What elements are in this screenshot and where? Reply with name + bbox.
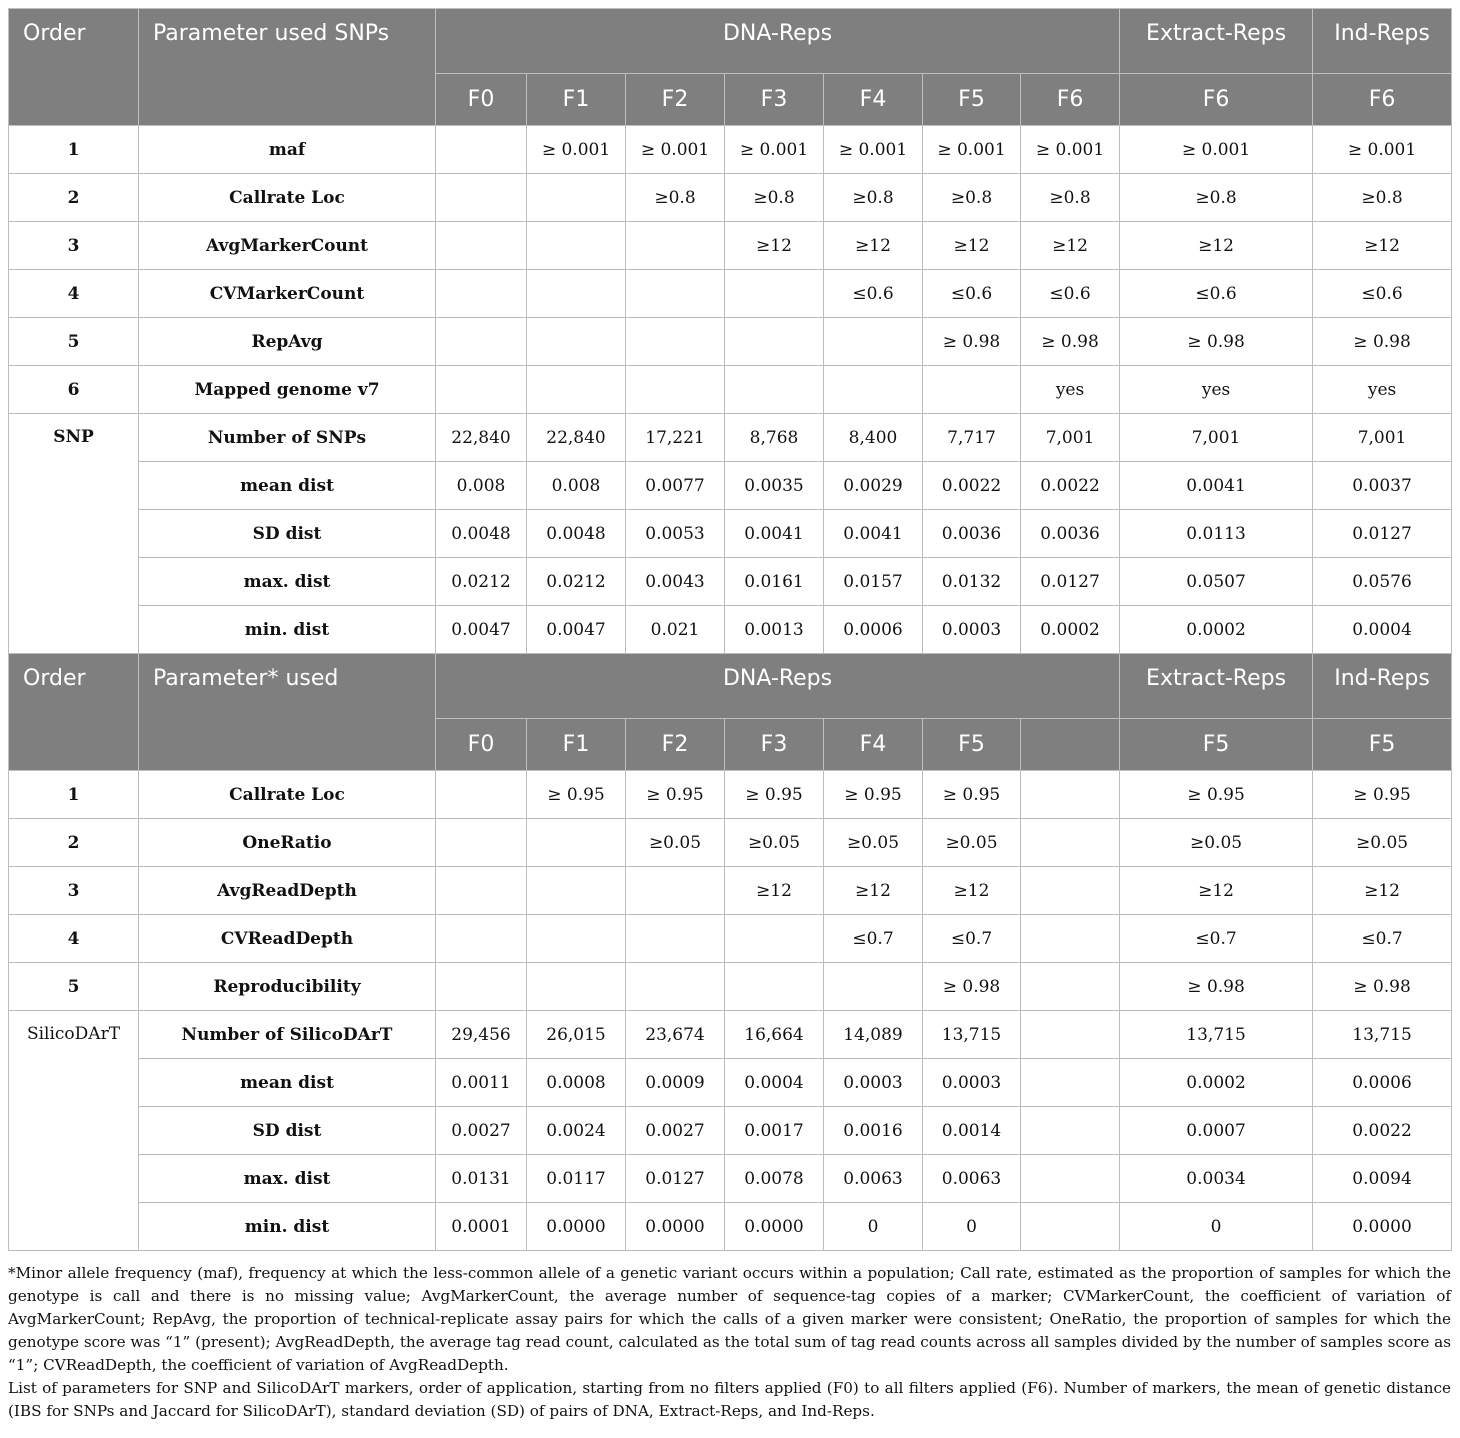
value-cell: ≥ 0.95 [1313,771,1452,819]
value-cell [824,366,923,414]
value-cell [725,963,824,1011]
value-cell: ≤0.6 [1021,270,1120,318]
filter-header: F6 [1120,74,1313,126]
value-cell: 0.021 [626,606,725,654]
parameter-cell: Reproducibility [139,963,436,1011]
value-cell: ≥ 0.98 [1120,318,1313,366]
value-cell: ≥ 0.98 [923,963,1021,1011]
value-cell: ≥ 0.95 [1120,771,1313,819]
value-cell: ≤0.6 [824,270,923,318]
value-cell: ≥0.05 [1120,819,1313,867]
parameter-cell: min. dist [139,1203,436,1251]
value-cell: ≥0.8 [725,174,824,222]
order-cell: 1 [9,126,139,174]
value-cell [527,366,626,414]
value-cell: 0.0041 [824,510,923,558]
value-cell: ≥0.05 [626,819,725,867]
parameter-cell: CVMarkerCount [139,270,436,318]
parameter-cell: SD dist [139,1107,436,1155]
table-row [9,819,1452,867]
order-cell: 5 [9,318,139,366]
value-cell: 0.0507 [1120,558,1313,606]
value-cell: ≥0.8 [824,174,923,222]
ind-reps-header: Ind-Reps [1313,654,1452,719]
value-cell: yes [1021,366,1120,414]
value-cell: ≥ 0.001 [527,126,626,174]
value-cell: 0.0212 [436,558,527,606]
value-cell: 0.0041 [1120,462,1313,510]
value-cell: 0.0157 [824,558,923,606]
value-cell: 22,840 [527,414,626,462]
filter-header: F2 [626,719,725,771]
value-cell: 0.0029 [824,462,923,510]
value-cell: ≥12 [1313,867,1452,915]
filter-header [1021,719,1120,771]
table-row [9,1107,1452,1155]
value-cell [626,963,725,1011]
value-cell: 0 [923,1203,1021,1251]
value-cell [1021,1011,1120,1059]
value-cell [436,915,527,963]
order-cell: 4 [9,915,139,963]
value-cell: ≥ 0.001 [923,126,1021,174]
value-cell: ≤0.6 [1313,270,1452,318]
value-cell: 0 [824,1203,923,1251]
value-cell: ≥12 [923,867,1021,915]
value-cell [527,318,626,366]
value-cell: ≥ 0.98 [1313,318,1452,366]
value-cell: ≥0.8 [923,174,1021,222]
value-cell [436,366,527,414]
value-cell: 0.0027 [436,1107,527,1155]
value-cell: 0.0048 [527,510,626,558]
value-cell: 0.0161 [725,558,824,606]
value-cell: 0.0016 [824,1107,923,1155]
value-cell: 0.0008 [527,1059,626,1107]
value-cell: ≤0.7 [1313,915,1452,963]
parameter-cell: maf [139,126,436,174]
parameter-cell: Callrate Loc [139,174,436,222]
value-cell [527,174,626,222]
extract-reps-header: Extract-Reps [1120,654,1313,719]
value-cell: ≥12 [725,867,824,915]
value-cell: 0.0007 [1120,1107,1313,1155]
value-cell: 7,001 [1021,414,1120,462]
value-cell: 0.008 [527,462,626,510]
filter-header: F5 [1313,719,1452,771]
value-cell: 0.0017 [725,1107,824,1155]
value-cell: ≥ 0.001 [725,126,824,174]
table-row [9,915,1452,963]
value-cell: 0.0576 [1313,558,1452,606]
value-cell [725,318,824,366]
value-cell: ≥0.8 [1313,174,1452,222]
value-cell: 0.0011 [436,1059,527,1107]
filter-header: F0 [436,74,527,126]
value-cell: 0.008 [436,462,527,510]
value-cell: ≥12 [824,867,923,915]
parameter-header: Parameter used SNPs [139,9,436,126]
table-row [9,606,1452,654]
parameter-cell: mean dist [139,462,436,510]
value-cell [1021,1107,1120,1155]
value-cell: 0.0117 [527,1155,626,1203]
value-cell [824,963,923,1011]
value-cell: ≥12 [923,222,1021,270]
value-cell: yes [1313,366,1452,414]
value-cell: yes [1120,366,1313,414]
value-cell: 0.0078 [725,1155,824,1203]
value-cell: 0.0043 [626,558,725,606]
value-cell: 22,840 [436,414,527,462]
filter-header: F6 [1313,74,1452,126]
table-row [9,1203,1452,1251]
value-cell: 0.0006 [824,606,923,654]
value-cell [626,222,725,270]
value-cell: 0.0006 [1313,1059,1452,1107]
value-cell: 13,715 [1313,1011,1452,1059]
value-cell: 0.0004 [725,1059,824,1107]
value-cell [1021,1059,1120,1107]
value-cell: 0.0013 [725,606,824,654]
value-cell: 0.0014 [923,1107,1021,1155]
value-cell: ≥ 0.95 [626,771,725,819]
value-cell: 0.0036 [1021,510,1120,558]
value-cell: 0.0002 [1021,606,1120,654]
value-cell: ≥ 0.98 [923,318,1021,366]
value-cell: 0.0041 [725,510,824,558]
parameter-cell: Number of SilicoDArT [139,1011,436,1059]
filter-header: F6 [1021,74,1120,126]
filter-header: F5 [923,74,1021,126]
value-cell: ≤0.6 [1120,270,1313,318]
value-cell: 0.0024 [527,1107,626,1155]
value-cell: 7,717 [923,414,1021,462]
table-row [9,963,1452,1011]
table-footnotes [8,1262,1451,1423]
value-cell: 0.0002 [1120,1059,1313,1107]
value-cell [824,318,923,366]
value-cell: ≥ 0.001 [1021,126,1120,174]
value-cell: ≤0.7 [923,915,1021,963]
value-cell: 0.0077 [626,462,725,510]
table-row [9,1059,1452,1107]
value-cell: ≥ 0.98 [1120,963,1313,1011]
table-row [9,174,1452,222]
value-cell: 0.0003 [824,1059,923,1107]
value-cell: 0.0212 [527,558,626,606]
value-cell [436,963,527,1011]
value-cell: 0.0000 [1313,1203,1452,1251]
value-cell: 17,221 [626,414,725,462]
value-cell: 0.0022 [1021,462,1120,510]
order-header: Order [9,9,139,126]
value-cell: 0.0063 [923,1155,1021,1203]
filter-header: F1 [527,719,626,771]
parameter-cell: max. dist [139,558,436,606]
value-cell: 0.0047 [527,606,626,654]
table-row [9,867,1452,915]
value-cell: ≥12 [1120,222,1313,270]
value-cell [626,915,725,963]
value-cell: 0.0131 [436,1155,527,1203]
order-cell: 1 [9,771,139,819]
value-cell [436,126,527,174]
value-cell: 0.0094 [1313,1155,1452,1203]
value-cell [527,222,626,270]
parameter-cell: Mapped genome v7 [139,366,436,414]
table-row [9,558,1452,606]
value-cell: 7,001 [1120,414,1313,462]
dna-reps-header: DNA-Reps [436,9,1120,74]
parameter-cell: mean dist [139,1059,436,1107]
filter-header: F0 [436,719,527,771]
value-cell: ≤0.6 [923,270,1021,318]
value-cell: ≥0.05 [1313,819,1452,867]
parameter-cell: AvgReadDepth [139,867,436,915]
value-cell: 0.0003 [923,1059,1021,1107]
value-cell [436,819,527,867]
value-cell: ≥ 0.95 [923,771,1021,819]
order-cell: 4 [9,270,139,318]
parameters-table [8,8,1452,1251]
value-cell: 23,674 [626,1011,725,1059]
value-cell [436,867,527,915]
value-cell [725,270,824,318]
value-cell: 0.0063 [824,1155,923,1203]
filter-header: F4 [824,74,923,126]
value-cell: ≥12 [824,222,923,270]
value-cell [1021,1155,1120,1203]
table-caption: List of parameters for SNP and SilicoDArT markers, order of application, starting from no filters applied (F0) to all filters applied (F6). Number of markers, the mean of genetic distance (IBS for SNPs and Jaccard for SilicoDArT), standard deviation (SD) of pairs of DNA, Extract-Reps, and Ind-Reps. [8,1379,1451,1420]
order-header: Order [9,654,139,771]
filter-header: F2 [626,74,725,126]
value-cell [1021,771,1120,819]
value-cell: ≥ 0.95 [527,771,626,819]
parameter-cell: AvgMarkerCount [139,222,436,270]
value-cell: 0.0035 [725,462,824,510]
value-cell: 0.0113 [1120,510,1313,558]
parameter-cell: Callrate Loc [139,771,436,819]
ind-reps-header: Ind-Reps [1313,9,1452,74]
filter-header: F4 [824,719,923,771]
value-cell: 0.0022 [923,462,1021,510]
value-cell [725,915,824,963]
order-cell: 5 [9,963,139,1011]
order-cell: 2 [9,819,139,867]
value-cell: 0.0009 [626,1059,725,1107]
value-cell: ≥ 0.001 [1313,126,1452,174]
abbreviations-note: *Minor allele frequency (maf), frequency at which the less-common allele of a genetic variant occurs within a population; Call rate, estimated as the proportion of samples for which the genotype is call and there is no missing value; AvgMarkerCount, the average number of sequence-tag copies of a marker; CVMarkerCount, the coefficient of variation of AvgMarkerCount; RepAvg, the proportion of technical-replicate assay pairs for which the calls of a given marker were consistent; OneRatio, the proportion of samples for which the genotype score was “1” (present); AvgReadDepth, the average tag read count, calculated as the total sum of tag read counts across all samples divided by the number of samples score as “1”; CVReadDepth, the coefficient of variation of AvgReadDepth. [8,1264,1451,1374]
value-cell: ≥ 0.001 [824,126,923,174]
value-cell: 0.0003 [923,606,1021,654]
value-cell [725,366,824,414]
value-cell: 0.0027 [626,1107,725,1155]
group-label-cell: SNP [9,414,139,654]
order-cell: 6 [9,366,139,414]
filter-header: F1 [527,74,626,126]
value-cell: ≥12 [725,222,824,270]
snp-section [9,9,1452,654]
parameter-cell: OneRatio [139,819,436,867]
value-cell [1021,963,1120,1011]
value-cell [527,867,626,915]
filter-header: F5 [1120,719,1313,771]
parameter-cell: max. dist [139,1155,436,1203]
value-cell: 0.0127 [626,1155,725,1203]
value-cell [626,318,725,366]
silico-header-row [9,654,1452,719]
value-cell: ≥ 0.001 [626,126,725,174]
table-row [9,1011,1452,1059]
value-cell: 0.0034 [1120,1155,1313,1203]
value-cell [923,366,1021,414]
parameter-cell: min. dist [139,606,436,654]
value-cell [527,963,626,1011]
value-cell: 0.0053 [626,510,725,558]
value-cell: 0.0036 [923,510,1021,558]
value-cell: ≥ 0.98 [1021,318,1120,366]
value-cell: 8,768 [725,414,824,462]
value-cell: 0.0048 [436,510,527,558]
value-cell: 7,001 [1313,414,1452,462]
value-cell: ≥0.05 [725,819,824,867]
value-cell [1021,1203,1120,1251]
value-cell: 13,715 [1120,1011,1313,1059]
value-cell [1021,819,1120,867]
table-row [9,414,1452,462]
table-row [9,366,1452,414]
order-cell: 3 [9,222,139,270]
value-cell [1021,915,1120,963]
value-cell: ≥12 [1021,222,1120,270]
table-row [9,462,1452,510]
filter-header: F5 [923,719,1021,771]
table-row [9,1155,1452,1203]
value-cell: 0.0022 [1313,1107,1452,1155]
order-cell: 2 [9,174,139,222]
parameter-cell: RepAvg [139,318,436,366]
filter-header: F3 [725,719,824,771]
value-cell [436,318,527,366]
value-cell: ≥0.05 [824,819,923,867]
value-cell [527,819,626,867]
value-cell: ≥ 0.001 [1120,126,1313,174]
value-cell [436,222,527,270]
value-cell: 0.0127 [1021,558,1120,606]
table-row [9,270,1452,318]
value-cell: ≤0.7 [824,915,923,963]
value-cell: 0.0000 [527,1203,626,1251]
value-cell: 0.0127 [1313,510,1452,558]
extract-reps-header: Extract-Reps [1120,9,1313,74]
value-cell [436,174,527,222]
table-row [9,771,1452,819]
value-cell: 14,089 [824,1011,923,1059]
value-cell: 0.0047 [436,606,527,654]
value-cell: 0.0000 [626,1203,725,1251]
value-cell: 0.0002 [1120,606,1313,654]
value-cell: 29,456 [436,1011,527,1059]
value-cell [527,915,626,963]
value-cell: ≥ 0.98 [1313,963,1452,1011]
table-row [9,126,1452,174]
value-cell: 0.0004 [1313,606,1452,654]
value-cell: 0.0132 [923,558,1021,606]
value-cell: 0.0000 [725,1203,824,1251]
snp-header-row [9,9,1452,74]
value-cell: ≥ 0.95 [824,771,923,819]
silicodart-section [9,654,1452,1251]
value-cell: 26,015 [527,1011,626,1059]
value-cell: ≥0.8 [626,174,725,222]
value-cell [626,270,725,318]
value-cell [527,270,626,318]
value-cell: 0 [1120,1203,1313,1251]
value-cell [626,867,725,915]
parameter-cell: SD dist [139,510,436,558]
value-cell: ≥0.05 [923,819,1021,867]
parameter-cell: CVReadDepth [139,915,436,963]
dna-reps-header: DNA-Reps [436,654,1120,719]
value-cell: 8,400 [824,414,923,462]
value-cell: 0.0001 [436,1203,527,1251]
value-cell: ≤0.7 [1120,915,1313,963]
value-cell: ≥0.8 [1120,174,1313,222]
table-row [9,510,1452,558]
value-cell [1021,867,1120,915]
parameter-cell: Number of SNPs [139,414,436,462]
value-cell: ≥12 [1120,867,1313,915]
table-row [9,222,1452,270]
value-cell: 13,715 [923,1011,1021,1059]
value-cell: ≥0.8 [1021,174,1120,222]
value-cell [436,771,527,819]
value-cell: 0.0037 [1313,462,1452,510]
filter-header: F3 [725,74,824,126]
value-cell [436,270,527,318]
value-cell: 16,664 [725,1011,824,1059]
parameter-header: Parameter* used [139,654,436,771]
table-row [9,318,1452,366]
group-label-cell: SilicoDArT [9,1011,139,1251]
order-cell: 3 [9,867,139,915]
value-cell: ≥ 0.95 [725,771,824,819]
value-cell: ≥12 [1313,222,1452,270]
value-cell [626,366,725,414]
